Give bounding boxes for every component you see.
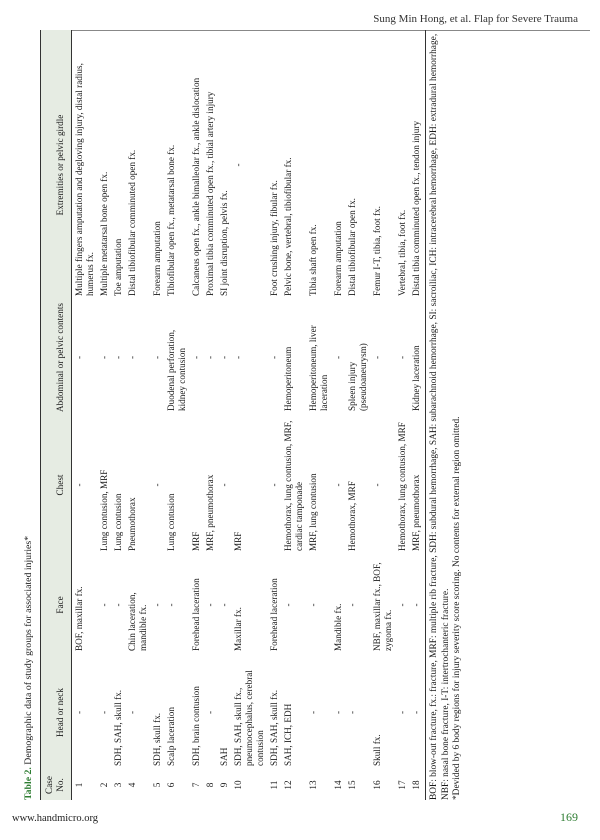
table-row [267, 30, 281, 800]
table-row [217, 30, 231, 800]
table-row [345, 30, 370, 800]
col-header-face: Face [41, 555, 72, 655]
cell-case: 17 [397, 780, 407, 790]
cell-face: BOF, maxillar fx. [74, 586, 84, 651]
cell-case: 4 [127, 782, 137, 788]
cell-abdominal: - [113, 355, 123, 360]
cell-face: - [166, 603, 176, 607]
cell-case: 12 [283, 780, 293, 790]
cell-chest: Lung contusion [166, 493, 176, 551]
table-row [189, 30, 203, 800]
cell-abdominal: Spleen injury (pseudoaneurysm) [347, 343, 368, 411]
cell-head-neck: Scalp laceration [166, 707, 176, 766]
cell-face: - [347, 603, 357, 607]
cell-chest: Lung contusion, MRF [99, 469, 109, 551]
table-row [111, 30, 125, 800]
cell-face: - [205, 603, 215, 607]
cell-case: 5 [152, 782, 162, 788]
cell-extremities: Toe amputation [113, 238, 123, 296]
cell-face: - [113, 603, 123, 607]
cell-head-neck: - [127, 710, 137, 715]
cell-case: 18 [409, 770, 426, 800]
cell-abdominal: - [99, 355, 109, 360]
cell-case: 2 [99, 782, 109, 788]
cell-face: - [219, 603, 229, 607]
cell-case: 15 [347, 780, 357, 790]
table-row [409, 30, 426, 800]
cell-head-neck: SDH, SAH, skull fx., pneumocephalus, cerebral contusion [233, 670, 265, 766]
cell-face: - [152, 603, 162, 607]
cell-abdominal: - [233, 355, 243, 360]
cell-chest: MRF, lung contusion [308, 473, 318, 551]
cell-case: 13 [308, 780, 318, 790]
cell-head-neck: - [308, 710, 318, 715]
cell-head-neck: - [397, 710, 407, 715]
table-caption-text: Demographic data of study groups for associated injuries* [23, 535, 34, 765]
cell-extremities: Distal tibia comminuted open fx., tendon injury [409, 30, 426, 300]
cell-extremities: Foot crushing injury, fibular fx. [269, 180, 279, 296]
cell-case: 9 [219, 782, 229, 788]
table-caption-label: Table 2. [23, 767, 34, 800]
col-header-head-neck: Head or neck [41, 655, 72, 770]
table-row [395, 30, 409, 800]
abbreviations-note: BOF: blow-out fracture, fx.: fracture, MRF: multiple rib fracture, SDH: subdural hemorrhage, SAH: subarachnoid hemorrhage, SI: sacroiliac, ICH: intracerebral hemorrhage, EDH: extradural hemorrhage, NBF: nasal bone fracture, I-T: intertrochanteric fracture. [429, 33, 451, 800]
table-row [231, 30, 267, 800]
table-row [281, 30, 306, 800]
cell-chest: Pneumothorax [127, 497, 137, 551]
cell-face: Forehead laceration [269, 578, 279, 651]
cell-case: 6 [166, 782, 176, 788]
cell-extremities: Distal tibiofibular open fx. [347, 198, 357, 296]
cell-head-neck: - [205, 710, 215, 715]
cell-chest: Hemothorax, lung contusion, MRF, cardiac tamponade [283, 420, 304, 551]
cell-extremities: Femur I-T, tibia, foot fx. [372, 206, 382, 296]
running-header: Sung Min Hong, et al. Flap for Severe Trauma [373, 13, 578, 25]
cell-head-neck: SDH, SAH, skull fx. [113, 689, 123, 766]
cell-head-neck: - [74, 710, 84, 715]
cell-abdominal: Hemoperitoneum [283, 346, 293, 411]
cell-extremities: Distal tibiofibular comminuted open fx. [127, 149, 137, 296]
footnote: *Devided by 6 body regions for injury severity score scoring. No contents for external region omitted. [452, 416, 462, 800]
cell-face: - [308, 603, 318, 607]
cell-chest: - [333, 483, 343, 487]
cell-abdominal: - [127, 355, 137, 360]
cell-extremities: Calcaneus open fx., ankle bimalleolar fx., ankle dislocation [191, 77, 201, 296]
cell-chest: - [74, 483, 84, 487]
cell-case: 7 [191, 782, 201, 788]
cell-extremities: SI joint disruption, pelvis fx. [219, 190, 229, 296]
cell-abdominal: Duodenal perforation, kidney contusion [166, 329, 187, 411]
cell-extremities: Vertebral, tibia, foot fx. [397, 209, 407, 296]
cell-extremities: - [233, 163, 243, 167]
table-row [150, 30, 164, 800]
col-header-extremities: Extremities or pelvic girdle [41, 30, 72, 300]
cell-chest: MRF, pneumothorax [205, 474, 215, 551]
col-header-chest: Chest [41, 415, 72, 555]
cell-case: 11 [269, 780, 279, 790]
cell-face: Mandible fx. [333, 603, 343, 651]
cell-case: 14 [333, 780, 343, 790]
table-row [306, 30, 331, 800]
cell-case: 8 [205, 782, 215, 788]
cell-chest: MRF [233, 531, 243, 551]
page-number: 169 [560, 810, 578, 824]
cell-head-neck: Skull fx. [372, 734, 382, 766]
table-row [370, 30, 395, 800]
cell-chest: MRF [191, 531, 201, 551]
cell-extremities: Proximal tibia comminuted open fx., tibial artery injury [205, 91, 215, 296]
cell-face: - [397, 603, 407, 607]
cell-face: - [99, 603, 109, 607]
cell-head-neck: SAH, ICH, EDH [283, 703, 293, 766]
cell-extremities: Tibia shaft open fx. [308, 224, 318, 296]
cell-face: Chin laceration, mandible fx. [127, 592, 148, 651]
table-row [331, 30, 345, 800]
cell-chest: - [269, 483, 279, 487]
cell-abdominal: - [333, 355, 343, 360]
table-header-row [41, 30, 72, 800]
cell-face: NBF, maxillar fx., BOF, zygoma fx. [372, 562, 393, 651]
cell-head-neck: - [333, 710, 343, 715]
cell-extremities: Forearm amputation [333, 221, 343, 296]
col-header-abdominal: Abdominal or pelvic contents [41, 300, 72, 415]
table-row [125, 30, 150, 800]
table-row [164, 30, 189, 800]
cell-case: 3 [113, 782, 123, 788]
injuries-table [40, 30, 426, 800]
cell-chest: Hemothorax, lung contusion, MRF [397, 422, 407, 551]
cell-head-neck: SDH, skull fx. [152, 712, 162, 766]
cell-face: - [409, 555, 426, 655]
cell-abdominal: - [219, 355, 229, 360]
cell-extremities: Multiple metatarsal bone open fx. [99, 171, 109, 296]
cell-face: Maxillar fx. [233, 607, 243, 651]
table-notes [429, 30, 464, 800]
table-row [97, 30, 111, 800]
cell-extremities: Multiple fingers amputation and degloving injury, distal radius, humerus fx. [74, 63, 95, 296]
cell-chest: Lung contusion [113, 493, 123, 551]
cell-extremities: Tibiofibular open fx., metatarsal bone fx. [166, 144, 176, 296]
cell-case: 1 [74, 782, 84, 788]
cell-head-neck: - [347, 710, 357, 715]
cell-chest: Hemothorax, MRF [347, 481, 357, 551]
cell-chest: MRF, pneumothorax [409, 415, 426, 555]
table-row [72, 30, 98, 800]
cell-abdominal: - [397, 355, 407, 360]
table-caption [22, 30, 40, 800]
cell-abdominal: Hemoperitoneum, liver laceration [308, 325, 329, 411]
table-row [203, 30, 217, 800]
cell-head-neck: SDH, SAH, skull fx. [269, 689, 279, 766]
footer-url: www.handmicro.org [12, 813, 99, 824]
rotated-table-block [22, 30, 552, 800]
cell-abdominal: Kidney laceration [409, 300, 426, 415]
cell-abdominal: - [152, 355, 162, 360]
cell-case: 10 [233, 780, 243, 790]
cell-head-neck: SAH [219, 747, 229, 766]
cell-head-neck: - [99, 710, 109, 715]
cell-extremities: Pelvic bone, vertebral, tibiofibular fx. [283, 157, 293, 296]
cell-chest: - [372, 483, 382, 487]
cell-abdominal: - [269, 355, 279, 360]
cell-face: - [283, 603, 293, 607]
cell-head-neck: SDH, brain contusion [191, 686, 201, 766]
cell-abdominal: - [191, 355, 201, 360]
cell-head-neck: - [409, 655, 426, 770]
cell-chest: - [219, 483, 229, 487]
col-header-case: Case No. [41, 770, 72, 800]
cell-abdominal: - [372, 355, 382, 360]
table-body [72, 30, 426, 800]
cell-abdominal: - [74, 355, 84, 360]
cell-face: Forehead laceration [191, 578, 201, 651]
cell-extremities: Forearm amputation [152, 221, 162, 296]
cell-abdominal: - [205, 355, 215, 360]
cell-chest: - [152, 483, 162, 487]
cell-case: 16 [372, 780, 382, 790]
